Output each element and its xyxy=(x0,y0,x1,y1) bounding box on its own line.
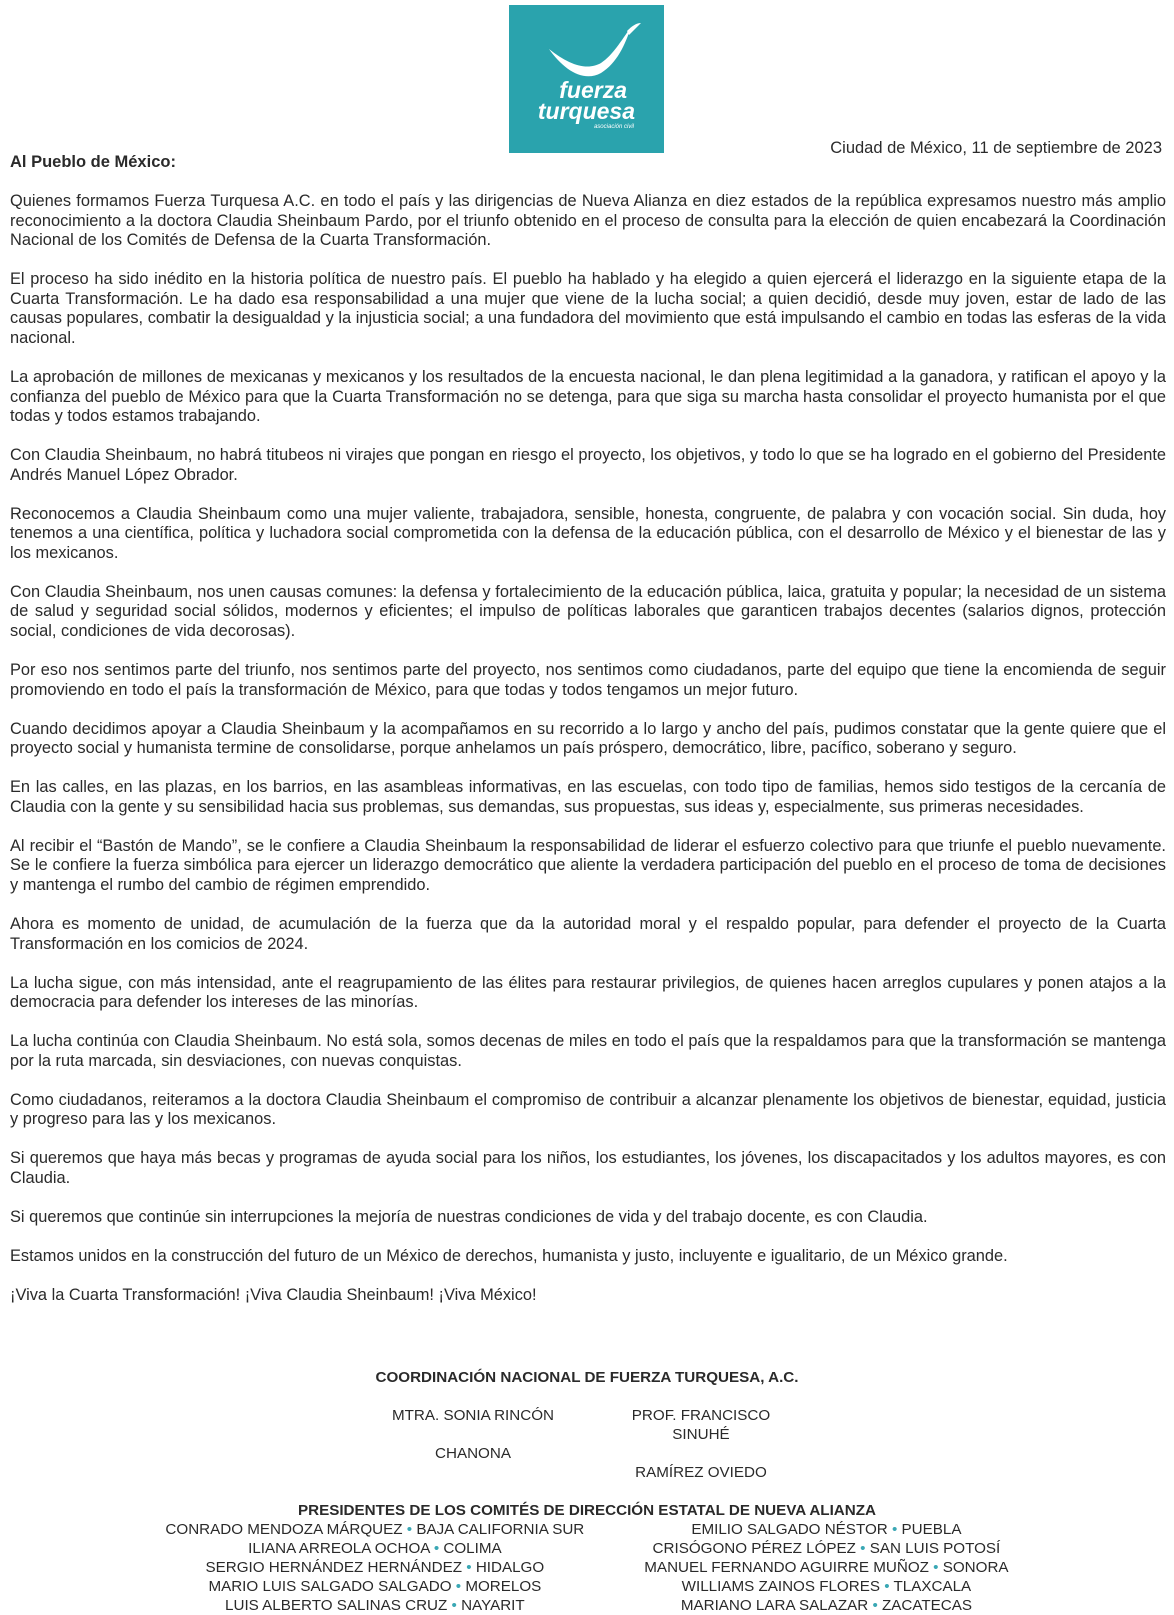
president-state: TLAXCALA xyxy=(893,1578,972,1595)
president-state: NAYARIT xyxy=(461,1597,525,1614)
letter-date: Ciudad de México, 11 de septiembre de 2023 xyxy=(830,139,1162,157)
logo-word-fuerza: fuerza xyxy=(559,77,627,103)
paragraph: La lucha sigue, con más intensidad, ante el reagrupamiento de las élites para restaurar privilegios, de quienes hacen arreglos cupulares y ponen atajos a la democracia para defender los intereses de las minorías. xyxy=(10,973,1166,1012)
president-entry xyxy=(644,1577,1008,1596)
bullet-separator: • xyxy=(466,1559,472,1576)
presidents-left-column xyxy=(165,1520,584,1615)
paragraph: Reconocemos a Claudia Sheinbaum como una mujer valiente, trabajadora, sensible, honesta, congruente, de palabra y con vocación social. Sin duda, hoy tenemos a una científica, política y luchadora social comprometida con la defensa de la educación pública, con el desarrollo de México y el bienestar de las y los mexicanos. xyxy=(10,504,1166,562)
coordinator-name-line2: CHANONA xyxy=(435,1445,511,1462)
president-state: PUEBLA xyxy=(901,1521,962,1538)
coordinators-row xyxy=(0,1387,1174,1501)
coordinator-signature xyxy=(611,1387,791,1501)
bullet-separator: • xyxy=(884,1578,890,1595)
closing-paragraph: ¡Viva la Cuarta Transformación! ¡Viva Claudia Sheinbaum! ¡Viva México! xyxy=(10,1285,537,1304)
president-name: MANUEL FERNANDO AGUIRRE MUÑOZ xyxy=(644,1559,929,1576)
bullet-separator: • xyxy=(455,1578,462,1595)
logo-subtitle: asociación civil xyxy=(593,124,634,130)
paragraph: Cuando decidimos apoyar a Claudia Sheinbaum y la acompañamos en su recorrido a lo largo y ancho del país, pudimos constatar que la gente quiere que el proyecto social y humanista termine de consolidarse, porque anhelamos un país próspero, democrático, libre, pacífico, soberano y seguro. xyxy=(10,719,1166,758)
paragraph: En las calles, en las plazas, en los barrios, en las asambleas informativas, en las escuelas, con todo tipo de familias, hemos sido testigos de la cercanía de Claudia con la gente y su sensibilidad hacia sus problemas, sus demandas, sus propuestas, sus ideas y, especialmente, sus primeras necesidades. xyxy=(10,778,1166,816)
presidents-right-column xyxy=(644,1520,1008,1615)
coordinator-name-line1: PROF. FRANCISCO SINUHÉ xyxy=(631,1407,771,1443)
letter-salutation: Al Pueblo de México: xyxy=(10,153,176,171)
logo-word-turquesa: turquesa xyxy=(537,98,635,124)
president-entry xyxy=(644,1520,1008,1539)
presidents-grid xyxy=(0,1520,1174,1615)
paragraph: Quienes formamos Fuerza Turquesa A.C. en todo el país y las dirigencias de Nueva Alianza en diez estados de la república expresamos nuestro más amplio reconocimiento a la doctora Claudia Sheinbaum Pardo, por el triunfo obtenido en el proceso de consulta para la elección de quien encabezará la Coordinación Nacional de los Comités de Defensa de la Cuarta Transformación. xyxy=(10,192,1166,250)
coordinator-name-line1: MTRA. SONIA RINCÓN xyxy=(391,1407,554,1424)
president-name: LUIS ALBERTO SALINAS CRUZ xyxy=(225,1597,448,1614)
paragraph: Ahora es momento de unidad, de acumulación de la fuerza que da la autoridad moral y el respaldo popular, para defender el proyecto de la Cuarta Transformación en los comicios de 2024. xyxy=(10,914,1166,953)
paragraph: Por eso nos sentimos parte del triunfo, nos sentimos parte del proyecto, nos sentimos como ciudadanos, parte del equipo que tiene la encomienda de seguir promoviendo en todo el país la transformación de México, para que todas y todos tengamos un mejor futuro. xyxy=(10,661,1166,699)
signature-block xyxy=(0,1368,1174,1615)
president-state: MORELOS xyxy=(465,1578,542,1595)
bullet-separator: • xyxy=(860,1540,866,1557)
president-name: CONRADO MENDOZA MÁRQUEZ xyxy=(165,1521,403,1538)
bullet-separator: • xyxy=(872,1597,878,1614)
president-name: ILIANA ARREOLA OCHOA xyxy=(248,1540,430,1557)
president-name: WILLIAMS ZAINOS FLORES xyxy=(681,1578,880,1595)
president-name: MARIANO LARA SALAZAR xyxy=(680,1597,869,1614)
bullet-separator: • xyxy=(433,1540,440,1557)
letter-body xyxy=(10,192,1166,1325)
president-entry xyxy=(165,1558,584,1577)
president-entry xyxy=(644,1558,1008,1577)
fuerza-turquesa-logo xyxy=(509,5,664,153)
paragraph: Al recibir el “Bastón de Mando”, se le confiere a Claudia Sheinbaum la responsabilidad de liderar el esfuerzo colectivo para que triunfe el pueblo nuevamente. Se le confiere la fuerza simbólica para ejercer un liderazgo democrático que aliente la verdadera participación del pueblo en el proceso de toma de decisiones y mantenga el rumbo del cambio de régimen emprendido. xyxy=(10,836,1166,894)
paragraph: Estamos unidos en la construcción del futuro de un México de derechos, humanista y justo, incluyente e igualitario, de un México grande. xyxy=(10,1246,1008,1265)
paragraph: El proceso ha sido inédito en la historia política de nuestro país. El pueblo ha hablado y ha elegido a quien ejercerá el liderazgo en la siguiente etapa de la Cuarta Transformación. Le ha dado esa responsabilidad a una mujer que viene de la lucha social; a quien decidió, desde muy joven, estar de lado de las causas populares, combatir la desigualdad y la injusticia social; a una fundadora del movimiento que está impulsando el cambio en todas las esferas de la vida nacional. xyxy=(10,270,1166,347)
president-state: HIDALGO xyxy=(475,1559,545,1576)
paragraph: Con Claudia Sheinbaum, no habrá titubeos ni virajes que pongan en riesgo el proyecto, los objetivos, y todo lo que se ha logrado en el gobierno del Presidente Andrés Manuel López Obrador. xyxy=(10,446,1166,484)
paragraph: La aprobación de millones de mexicanas y mexicanos y los resultados de la encuesta nacional, le dan plena legitimidad a la ganadora, y ratifican el apoyo y la confianza del pueblo de México para que la Cuarta Transformación no se detenga, para que siga su marcha hasta consolidar el proyecto humanista por el que todas y todos estamos trabajando. xyxy=(10,367,1166,426)
president-entry xyxy=(165,1539,584,1558)
presidents-title: PRESIDENTES DE LOS COMITÉS DE DIRECCIÓN ESTATAL DE NUEVA ALIANZA xyxy=(297,1502,876,1519)
president-name: SERGIO HERNÁNDEZ HERNÁNDEZ xyxy=(205,1559,463,1576)
president-entry xyxy=(644,1596,1008,1615)
paragraph: Si queremos que continúe sin interrupciones la mejoría de nuestras condiciones de vida y del trabajo docente, es con Claudia. xyxy=(10,1207,928,1226)
president-name: CRISÓGONO PÉREZ LÓPEZ xyxy=(652,1540,856,1557)
president-state: BAJA CALIFORNIA SUR xyxy=(416,1521,585,1538)
paragraph: Como ciudadanos, reiteramos a la doctora Claudia Sheinbaum el compromiso de contribuir a alcanzar plenamente los objetivos de bienestar, equidad, justicia y progreso para las y los mexicanos. xyxy=(10,1090,1166,1129)
president-state: SAN LUIS POTOSÍ xyxy=(869,1540,1001,1557)
coordination-title: COORDINACIÓN NACIONAL DE FUERZA TURQUESA, A.C. xyxy=(375,1369,799,1386)
paragraph: Si queremos que haya más becas y programas de ayuda social para los niños, los estudiantes, los jóvenes, los discapacitados y los adultos mayores, es con Claudia. xyxy=(10,1149,1166,1187)
president-entry xyxy=(165,1577,584,1596)
president-entry xyxy=(165,1520,584,1539)
president-name: EMILIO SALGADO NÉSTOR xyxy=(691,1521,888,1538)
bullet-separator: • xyxy=(891,1521,898,1538)
president-entry xyxy=(644,1539,1008,1558)
paragraph: Con Claudia Sheinbaum, nos unen causas comunes: la defensa y fortalecimiento de la educación pública, laica, gratuita y popular; la necesidad de un sistema de salud y seguridad social sólidos, modernos y eficientes; el impulso de políticas laborales que garanticen trabajos decentes (salarios dignos, protección social, condiciones de vida decorosas). xyxy=(10,582,1166,641)
president-state: SONORA xyxy=(942,1559,1009,1576)
bullet-separator: • xyxy=(406,1521,413,1538)
president-name: MARIO LUIS SALGADO SALGADO xyxy=(208,1578,452,1595)
coordinator-signature xyxy=(383,1387,563,1501)
coordinator-name-line2: RAMÍREZ OVIEDO xyxy=(635,1464,767,1481)
paragraph: La lucha continúa con Claudia Sheinbaum. No está sola, somos decenas de miles en todo el país que la respaldamos para que la transformación se mantenga por la ruta marcada, sin desviaciones, con nuevas conquistas. xyxy=(10,1032,1166,1070)
president-state: COLIMA xyxy=(443,1540,502,1557)
president-entry xyxy=(165,1596,584,1615)
bullet-separator: • xyxy=(933,1559,939,1576)
bullet-separator: • xyxy=(451,1597,457,1614)
president-state: ZACATECAS xyxy=(882,1597,973,1614)
